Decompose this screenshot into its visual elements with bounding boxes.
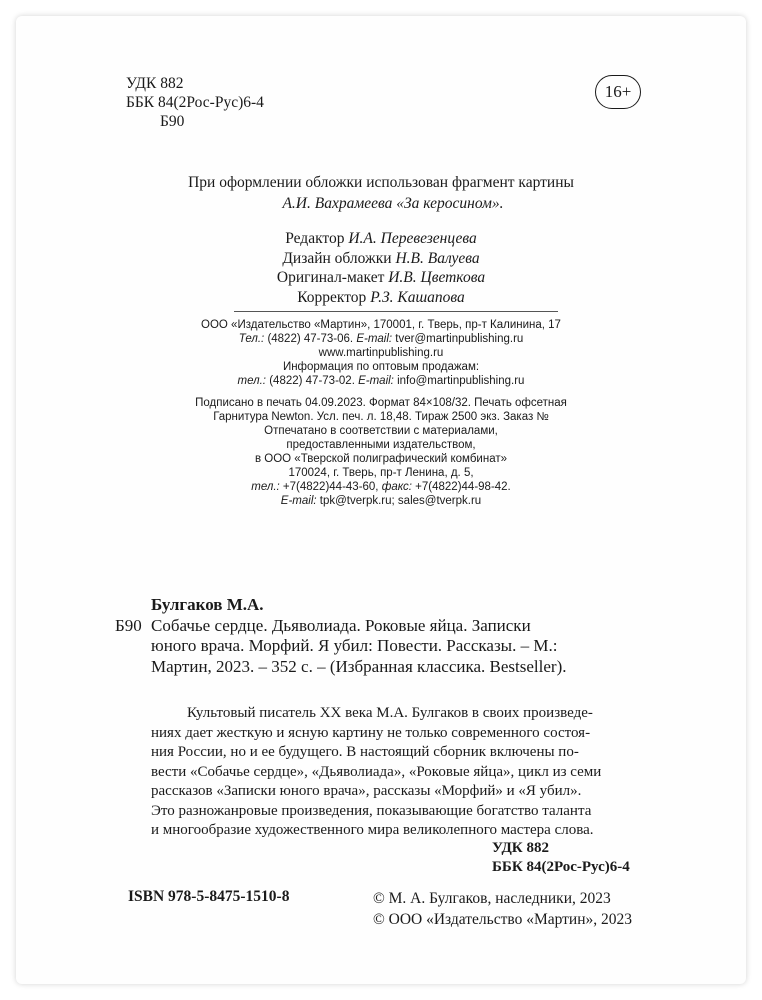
credit-name: Н.В. Валуева — [395, 249, 480, 267]
credit-name: И.В. Цветкова — [388, 269, 486, 286]
copyright — [373, 888, 632, 930]
annotation-line: ниях дает жесткую и ясную картину не только современного состоя- — [151, 724, 591, 741]
annotation-line: Это разножанровые произведения, показывающие богатство таланта — [151, 802, 592, 819]
credit-role: Корректор — [297, 288, 367, 306]
age-rating-badge: 16+ — [595, 75, 641, 109]
fax-label: факс: — [381, 481, 412, 493]
tel-label: Тел.: — [238, 333, 265, 345]
credit-proofreader — [16, 288, 746, 308]
email-label: E-mail: — [356, 333, 393, 345]
printer-name: в ООО «Тверской полиграфический комбинат» — [254, 453, 508, 465]
print-line: Гарнитура Newton. Усл. печ. л. 18,48. Тираж 2500 экз. Заказ № — [213, 411, 549, 423]
entry-author: Булгаков М.А. — [151, 595, 264, 614]
printer-address: 170024, г. Тверь, пр-т Ленина, д. 5, — [288, 467, 474, 479]
udk-code: УДК 882 — [492, 840, 549, 856]
book-imprint-page — [16, 16, 746, 984]
classification-codes — [126, 74, 264, 131]
credit-name: Р.З. Кашапова — [370, 288, 465, 306]
fax-value: +7(4822)44-98-42. — [415, 481, 511, 493]
wholesale-heading: Информация по оптовым продажам: — [282, 361, 480, 373]
print-line: Подписано в печать 04.09.2023. Формат 84×108/32. Печать офсетная — [195, 397, 567, 409]
annotation-line: вести «Собачье сердце», «Дьяволиада», «Роковые яйца», цикл из семи — [151, 763, 602, 780]
credit-layout — [16, 268, 746, 288]
email-value: info@martinpublishing.ru — [397, 375, 525, 387]
publisher-website: www.martinpublishing.ru — [318, 347, 444, 359]
cover-note — [16, 172, 746, 214]
bbk-code: ББК 84(2Рос-Рус)6-4 — [492, 859, 630, 875]
bottom-classification — [492, 839, 630, 877]
email-label: E-mail: — [280, 495, 317, 507]
email-label: E-mail: — [358, 375, 394, 387]
tel-label: тел.: — [237, 375, 267, 387]
annotation-line: рассказов «Записки юного врача», рассказы «Морфий» и «Я убил». — [151, 783, 582, 799]
entry-line: Мартин, 2023. – 352 с. – (Избранная классика. Bestseller). — [151, 656, 567, 676]
copyright-line: © ООО «Издательство «Мартин», 2023 — [373, 911, 633, 928]
cover-note-line: При оформлении обложки использован фрагмент картины — [188, 174, 574, 191]
annotation-line: ния России, но и ее будущего. В настоящий сборник включены по- — [151, 744, 579, 760]
tel-value: +7(4822)44-43-60, — [282, 481, 379, 493]
credit-editor — [16, 229, 746, 249]
entry-code: Б90 — [115, 615, 142, 635]
tel-value: (4822) 47-73-06. — [267, 333, 354, 345]
copyright-line: © М. А. Булгаков, наследники, 2023 — [373, 890, 611, 907]
divider — [234, 311, 558, 312]
tel-value: (4822) 47-73-02. — [269, 375, 355, 387]
author-mark: Б90 — [160, 113, 185, 130]
annotation-line: и многообразие художественного мира великолепного мастера слова. — [151, 822, 594, 838]
udk-code: УДК 882 — [126, 75, 184, 92]
email-value: tver@martinpublishing.ru — [395, 333, 524, 345]
credit-role: Дизайн обложки — [282, 249, 392, 267]
credits-list — [16, 229, 746, 307]
entry-description — [115, 616, 645, 678]
entry-line: юного врача. Морфий. Я убил: Повести. Рассказы. – М.: — [151, 636, 558, 655]
publisher-name: ООО «Издательство «Мартин», 170001, г. Тверь, пр-т Калинина, 17 — [201, 319, 561, 331]
email-value: tpk@tverpk.ru; sales@tverpk.ru — [319, 495, 482, 507]
entry-line: Собачье сердце. Дьяволиада. Роковые яйца. Записки — [151, 615, 531, 635]
print-line: предоставленными издательством, — [286, 439, 476, 451]
annotation — [151, 704, 647, 841]
catalog-entry — [115, 595, 645, 677]
printer-email — [16, 494, 746, 508]
credit-role: Редактор — [285, 230, 345, 247]
credit-role: Оригинал-макет — [276, 269, 385, 286]
printer-phones — [16, 480, 746, 494]
cover-note-painting: А.И. Вахрамеева «За керосином». — [282, 195, 504, 212]
publisher-contacts — [16, 332, 746, 346]
publisher-info — [16, 318, 746, 508]
wholesale-contacts — [16, 374, 746, 388]
isbn: ISBN 978-5-8475-1510-8 — [128, 888, 290, 905]
credit-cover-design — [16, 249, 746, 269]
tel-label: тел.: — [251, 481, 280, 493]
bbk-code: ББК 84(2Рос-Рус)6-4 — [126, 94, 264, 111]
print-line: Отпечатано в соответствии с материалами, — [264, 425, 498, 437]
credit-name: И.А. Перевезенцева — [348, 230, 477, 247]
annotation-line: Культовый писатель XX века М.А. Булгаков в своих произведе- — [187, 705, 593, 721]
